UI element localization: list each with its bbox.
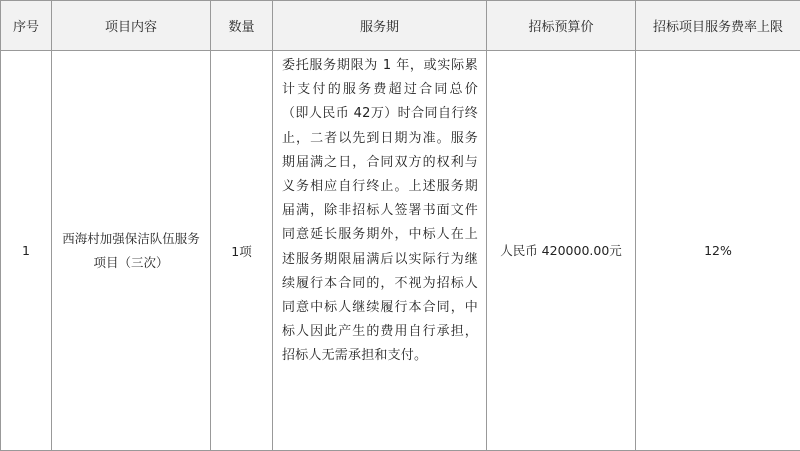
header-index: 序号 <box>1 1 52 51</box>
cell-content <box>52 51 211 451</box>
cell-fee-rate: 12% <box>636 51 800 451</box>
header-content: 项目内容 <box>52 1 211 51</box>
header-service-period: 服务期 <box>273 1 487 51</box>
header-budget: 招标预算价 <box>487 1 636 51</box>
header-quantity: 数量 <box>211 1 273 51</box>
cell-content-text: 西海村加强保洁队伍服务项目（三次） <box>52 227 210 275</box>
table-header-row <box>1 1 800 51</box>
header-fee-rate: 招标项目服务费率上限 <box>636 1 800 51</box>
table-row <box>1 51 800 451</box>
cell-budget-text: 人民币 420000.00元 <box>487 239 635 263</box>
cell-index: 1 <box>1 51 52 451</box>
cell-quantity: 1项 <box>211 51 273 451</box>
cell-budget <box>487 51 636 451</box>
cell-service-period: 委托服务期限为 1 年，或实际累计支付的服务费超过合同总价（即人民币 42万）时合同自行终止，二者以先到日期为准。服务期届满之日，合同双方的权利与义务相应自行终止。上述服务期届满，除非招标人签署书面文件同意延长服务期外，中标人在上述服务期限届满后以实际行为继续履行本合同的，不视为招标人同意中标人继续履行本合同，中标人因此产生的费用自行承担，招标人无需承担和支付。 <box>273 51 487 451</box>
